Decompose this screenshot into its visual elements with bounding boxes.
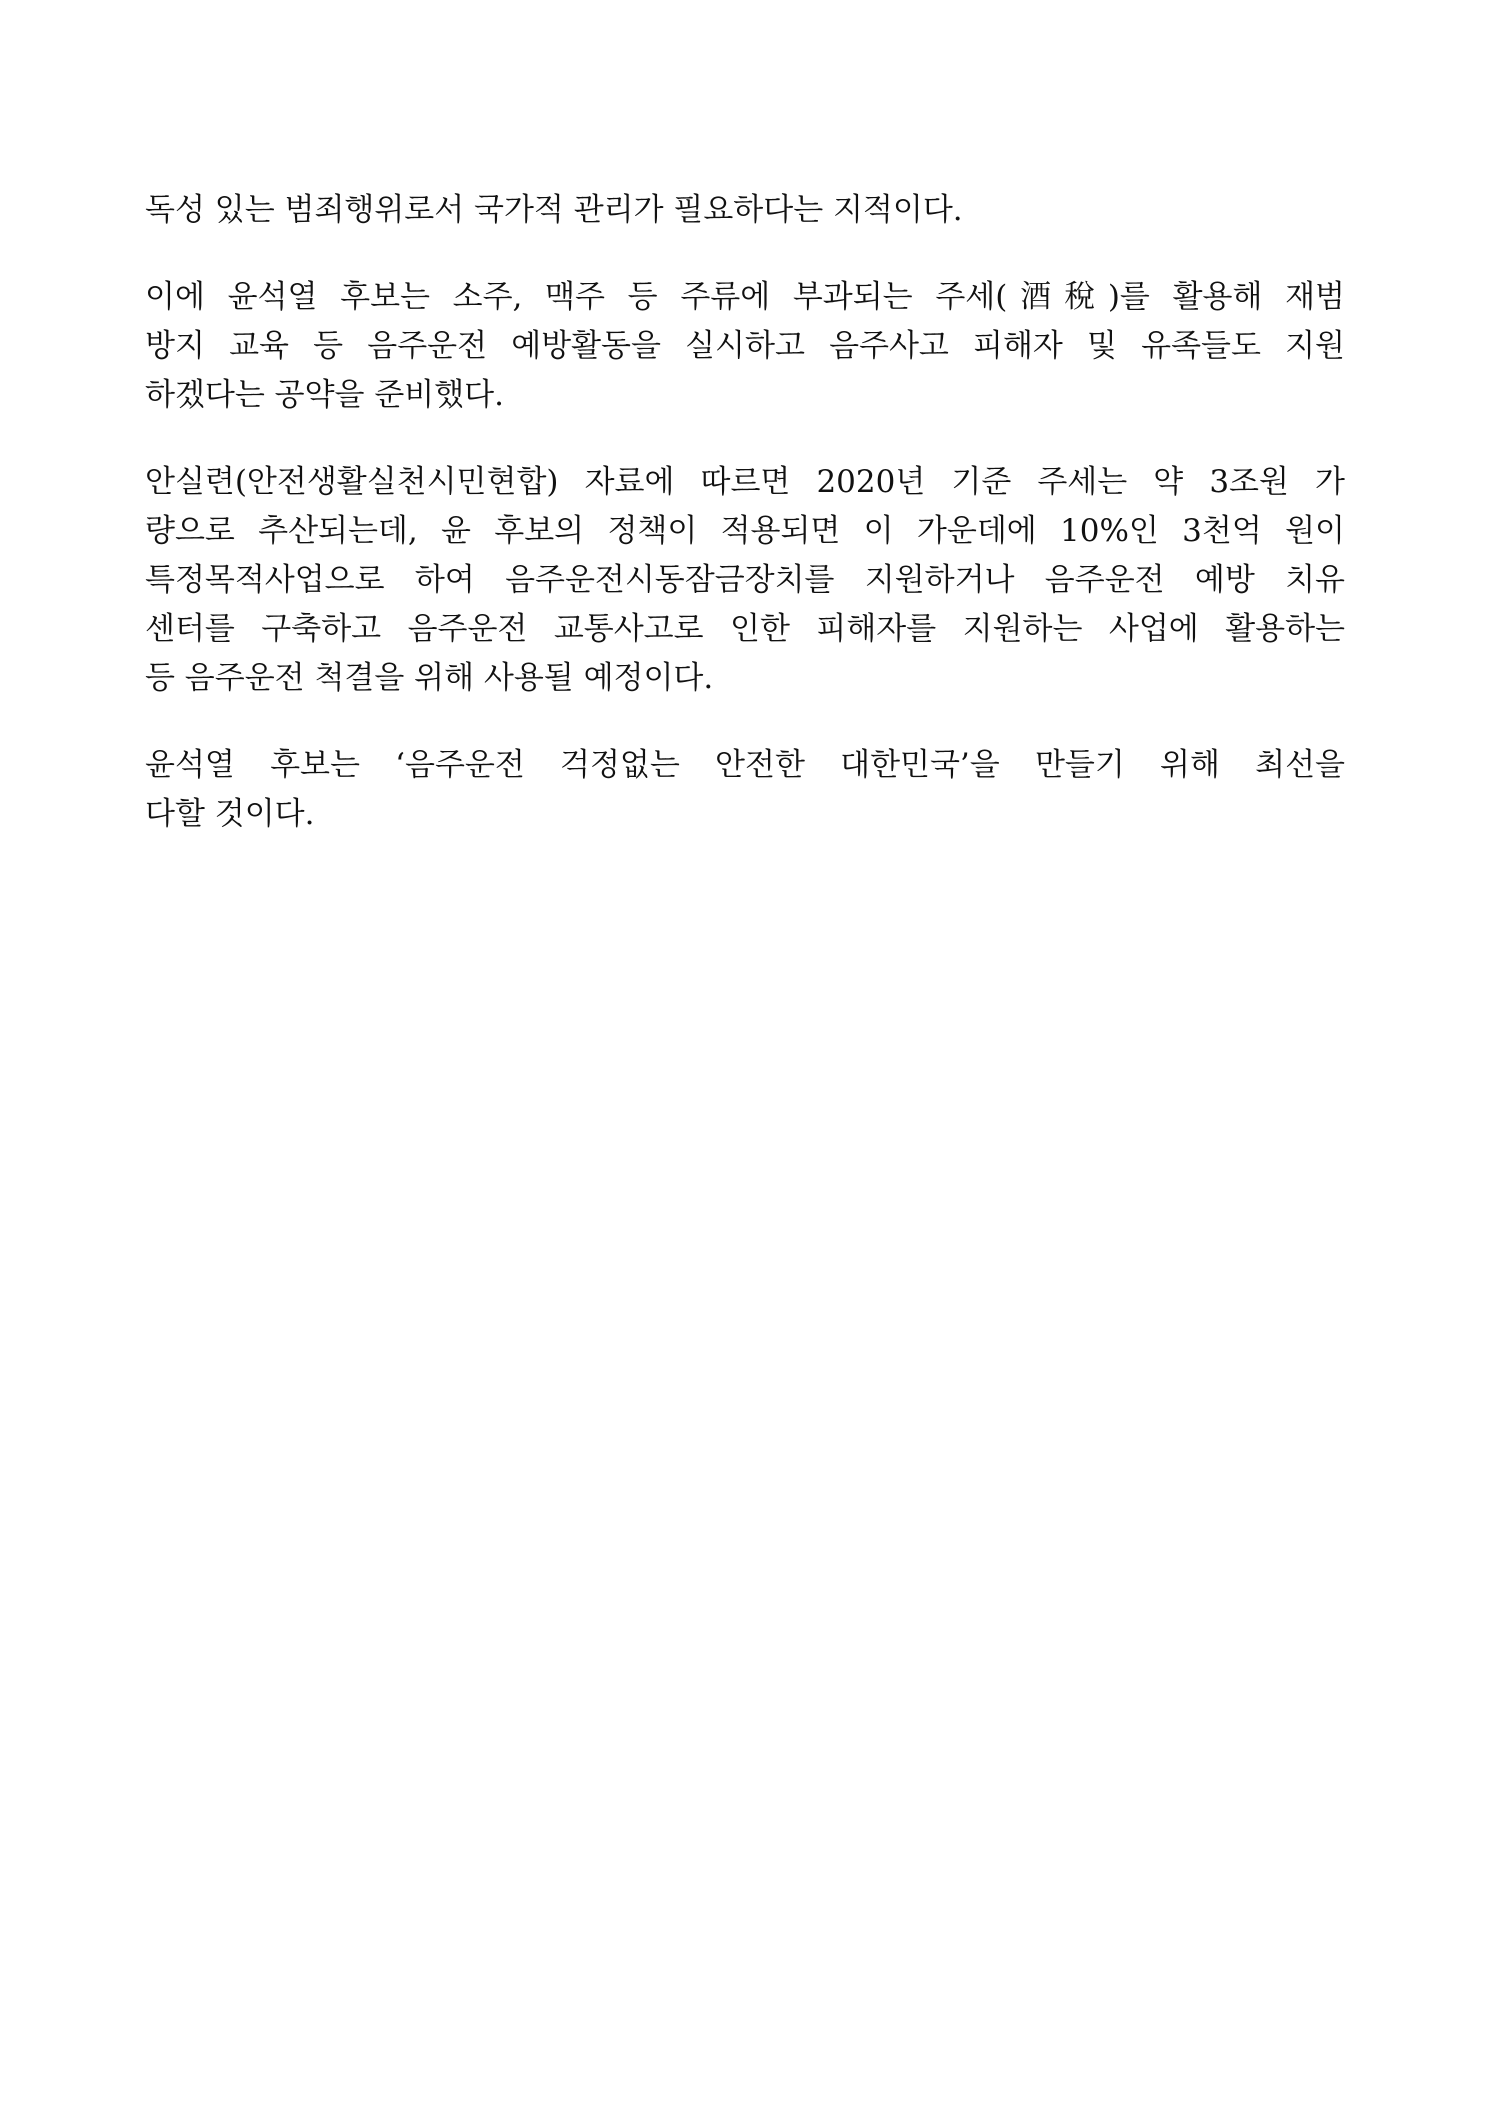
paragraph-line: 방지 교육 등 음주운전 예방활동을 실시하고 음주사고 피해자 및 유족들도 지원: [145, 328, 1345, 364]
paragraph-3: [145, 458, 1345, 703]
paragraph-gap: [145, 235, 1345, 273]
paragraph-gap: [145, 703, 1345, 741]
paragraph-line: 윤석열 후보는 ‘음주운전 걱정없는 안전한 대한민국’을 만들기 위해 최선을: [145, 747, 1345, 783]
paragraph-line: 특정목적사업으로 하여 음주운전시동잠금장치를 지원하거나 음주운전 예방 치유: [145, 562, 1345, 598]
paragraph-line: 하겠다는 공약을 준비했다.: [145, 377, 504, 413]
paragraph-line: 센터를 구축하고 음주운전 교통사고로 인한 피해자를 지원하는 사업에 활용하는: [145, 611, 1345, 647]
paragraph-line: 이에 윤석열 후보는 소주, 맥주 등 주류에 부과되는 주세(酒稅)를 활용해 재범: [145, 279, 1345, 315]
paragraph-line: 량으로 추산되는데, 윤 후보의 정책이 적용되면 이 가운데에 10%인 3천억 원이: [145, 513, 1345, 549]
document-body: [145, 186, 1345, 839]
paragraph-1: [145, 186, 1345, 235]
paragraph-line: 독성 있는 범죄행위로서 국가적 관리가 필요하다는 지적이다.: [145, 192, 963, 228]
paragraph-line: 등 음주운전 척결을 위해 사용될 예정이다.: [145, 660, 714, 696]
paragraph-4: [145, 741, 1345, 839]
paragraph-2: [145, 273, 1345, 420]
paragraph-gap: [145, 420, 1345, 458]
paragraph-line: 다할 것이다.: [145, 796, 315, 832]
paragraph-line: 안실련(안전생활실천시민현합) 자료에 따르면 2020년 기준 주세는 약 3조원 가: [145, 464, 1345, 500]
